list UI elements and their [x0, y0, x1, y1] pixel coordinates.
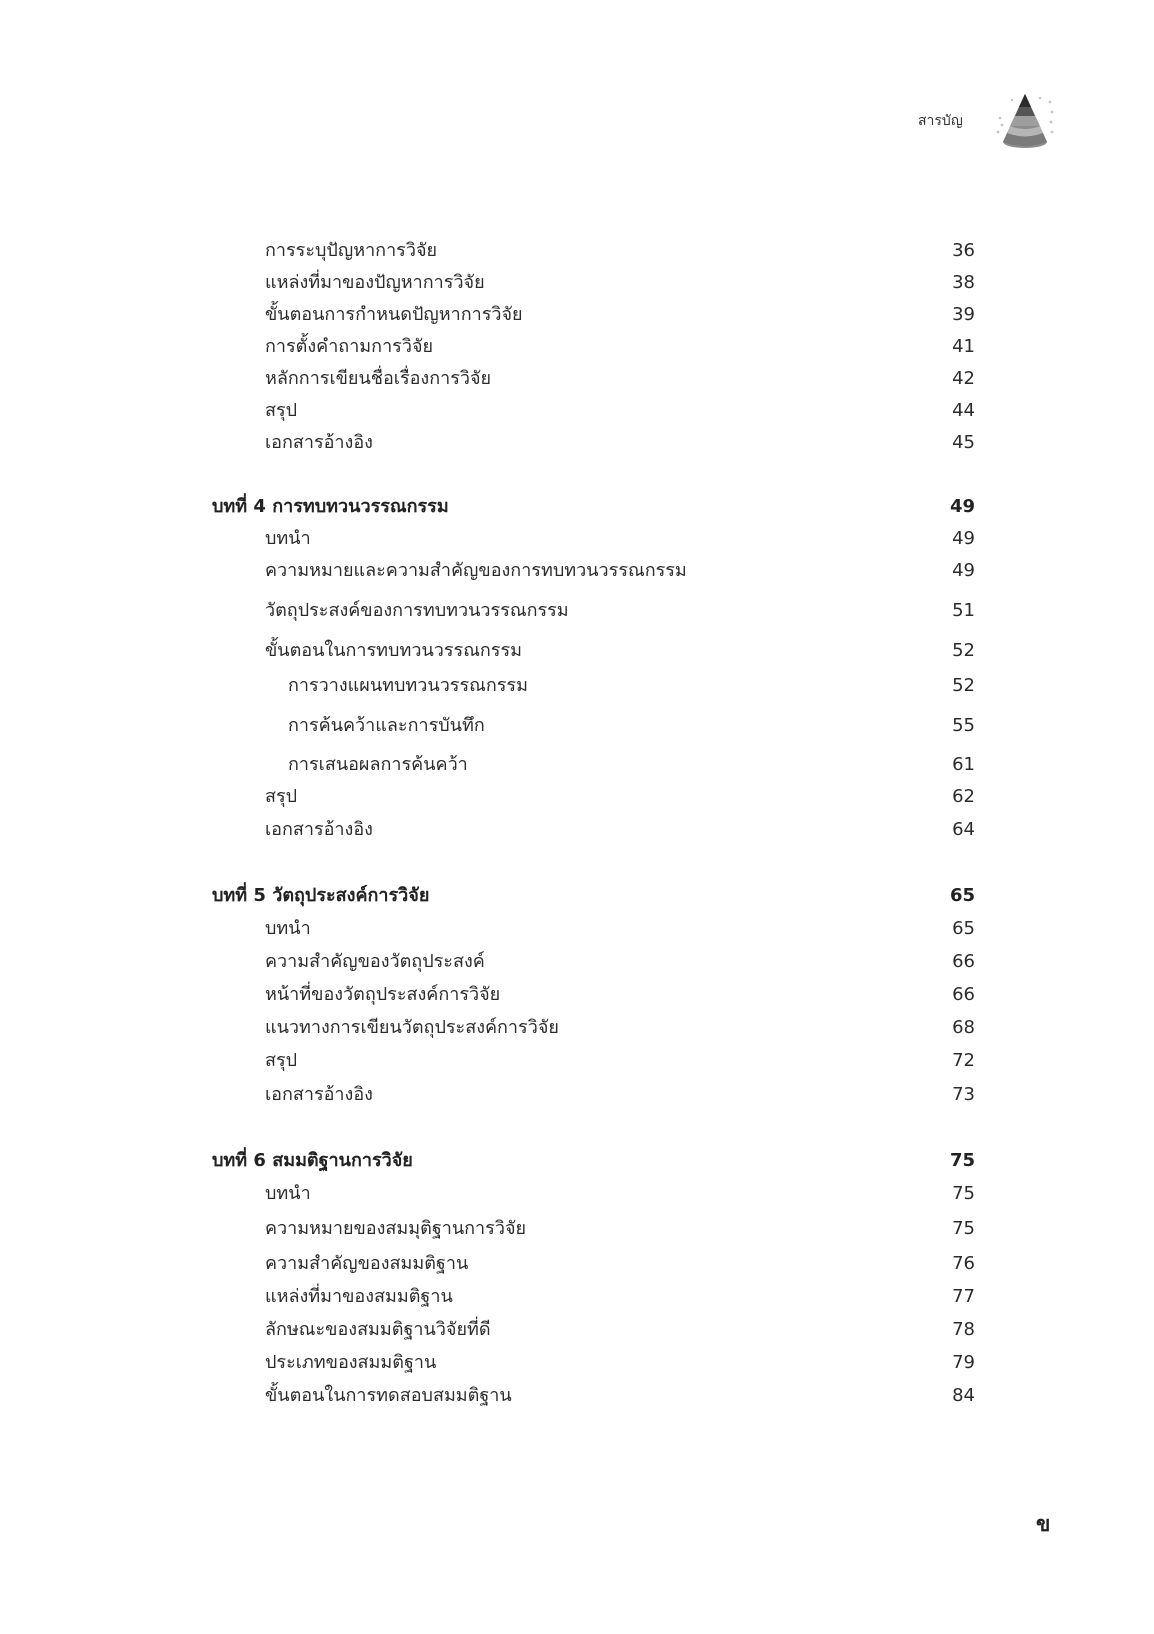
toc-entry-title: ขั้นตอนในการทบทวนวรรณกรรม — [265, 640, 522, 661]
toc-entry[interactable] — [0, 1348, 975, 1378]
toc-page-number: 75 — [949, 1150, 975, 1171]
toc-entry[interactable] — [0, 1214, 975, 1244]
toc-entry-title: ขั้นตอนในการทดสอบสมมติฐาน — [265, 1385, 512, 1406]
toc-entry-title: บทนำ — [265, 1183, 311, 1204]
toc-page-number: 66 — [952, 951, 975, 972]
toc-page-number: 65 — [949, 885, 975, 906]
toc-entry-title: เอกสารอ้างอิง — [265, 819, 373, 840]
toc-entry[interactable] — [0, 428, 975, 458]
toc-page-number: 42 — [952, 368, 975, 389]
toc-entry-title: แนวทางการเขียนวัตถุประสงค์การวิจัย — [265, 1017, 559, 1038]
toc-page-number: 79 — [952, 1352, 975, 1373]
page-number-marker: ข — [1036, 1512, 1051, 1536]
toc-page-number: 62 — [952, 786, 975, 807]
toc-entry[interactable] — [0, 1179, 975, 1209]
toc-entry[interactable] — [0, 332, 975, 362]
toc-entry[interactable] — [0, 1013, 975, 1043]
toc-page-number: 38 — [952, 272, 975, 293]
toc-page-number: 75 — [952, 1218, 975, 1239]
toc-page-number: 51 — [952, 600, 975, 621]
toc-entry-title: หน้าที่ของวัตถุประสงค์การวิจัย — [265, 984, 501, 1005]
stacked-cone-logo-icon — [994, 92, 1056, 152]
toc-entry-title: ความหมายและความสำคัญของการทบทวนวรรณกรรม — [265, 560, 687, 581]
toc-entry[interactable] — [0, 980, 975, 1010]
toc-entry-title: ความสำคัญของสมมติฐาน — [265, 1253, 469, 1274]
toc-chapter-title: บทที่ 6 สมมติฐานการวิจัย — [212, 1150, 413, 1171]
toc-entry[interactable] — [0, 1249, 975, 1279]
toc-entry[interactable] — [0, 1315, 975, 1345]
toc-entry[interactable] — [0, 1046, 975, 1076]
toc-chapter-heading[interactable] — [0, 492, 975, 522]
toc-page-number: 65 — [952, 918, 975, 939]
toc-entry[interactable] — [0, 782, 975, 812]
toc-entry-title: ความสำคัญของวัตถุประสงค์ — [265, 951, 485, 972]
toc-entry-title: การระบุปัญหาการวิจัย — [265, 240, 438, 261]
toc-chapter-heading[interactable] — [0, 881, 975, 911]
toc-entry-title: การค้นคว้าและการบันทึก — [288, 715, 485, 736]
toc-page-number: 55 — [952, 715, 975, 736]
toc-subentry[interactable] — [0, 750, 975, 780]
toc-entry-title: สรุป — [265, 1050, 298, 1071]
toc-entry[interactable] — [0, 1381, 975, 1411]
toc-entry-title: เอกสารอ้างอิง — [265, 432, 373, 453]
toc-entry-title: หลักการเขียนชื่อเรื่องการวิจัย — [265, 368, 492, 389]
toc-entry-title: วัตถุประสงค์ของการทบทวนวรรณกรรม — [265, 600, 569, 621]
toc-entry[interactable] — [0, 815, 975, 845]
toc-entry[interactable] — [0, 914, 975, 944]
toc-page-number: 49 — [952, 560, 975, 581]
toc-entry-title: สรุป — [265, 786, 298, 807]
toc-entry[interactable] — [0, 300, 975, 330]
toc-page-number: 72 — [952, 1050, 975, 1071]
toc-entry[interactable] — [0, 1080, 975, 1110]
toc-entry-title: บทนำ — [265, 918, 311, 939]
toc-entry[interactable] — [0, 236, 975, 266]
toc-page-number: 64 — [952, 819, 975, 840]
toc-entry[interactable] — [0, 1282, 975, 1312]
toc-chapter-title: บทที่ 4 การทบทวนวรรณกรรม — [212, 496, 449, 517]
toc-page-number: 45 — [952, 432, 975, 453]
toc-entry-title: แหล่งที่มาของสมมติฐาน — [265, 1286, 453, 1307]
toc-page-number: 39 — [952, 304, 975, 325]
toc-entry[interactable] — [0, 524, 975, 554]
toc-entry-title: การตั้งคำถามการวิจัย — [265, 336, 434, 357]
toc-entry-title: ลักษณะของสมมติฐานวิจัยที่ดี — [265, 1319, 491, 1340]
toc-entry-title: แหล่งที่มาของปัญหาการวิจัย — [265, 272, 485, 293]
toc-page-number: 76 — [952, 1253, 975, 1274]
toc-page-number: 49 — [949, 496, 975, 517]
toc-page-number: 49 — [952, 528, 975, 549]
toc-entry-title: ความหมายของสมมุติฐานการวิจัย — [265, 1218, 527, 1239]
toc-page-number: 66 — [952, 984, 975, 1005]
toc-page-number: 52 — [952, 640, 975, 661]
toc-entry[interactable] — [0, 636, 975, 666]
toc-page-number: 78 — [952, 1319, 975, 1340]
toc-entry-title: เอกสารอ้างอิง — [265, 1084, 373, 1105]
toc-page-number: 36 — [952, 240, 975, 261]
toc-entry[interactable] — [0, 596, 975, 626]
toc-entry-title: การวางแผนทบทวนวรรณกรรม — [288, 675, 528, 696]
toc-page-number: 75 — [952, 1183, 975, 1204]
toc-page-number: 84 — [952, 1385, 975, 1406]
toc-entry[interactable] — [0, 364, 975, 394]
toc-entry[interactable] — [0, 396, 975, 426]
toc-page-number: 61 — [952, 754, 975, 775]
toc-chapter-title: บทที่ 5 วัตถุประสงค์การวิจัย — [212, 885, 430, 906]
toc-entry-title: การเสนอผลการค้นคว้า — [288, 754, 468, 775]
toc-chapter-heading[interactable] — [0, 1146, 975, 1176]
toc-entry[interactable] — [0, 268, 975, 298]
toc-page-number: 41 — [952, 336, 975, 357]
toc-entry-title: ขั้นตอนการกำหนดปัญหาการวิจัย — [265, 304, 523, 325]
toc-entry[interactable] — [0, 556, 975, 586]
toc-entry-title: สรุป — [265, 400, 298, 421]
section-title: สารบัญ — [918, 113, 963, 129]
toc-page-number: 77 — [952, 1286, 975, 1307]
toc-subentry[interactable] — [0, 711, 975, 741]
toc-page-number: 52 — [952, 675, 975, 696]
toc-entry-title: บทนำ — [265, 528, 311, 549]
toc-page-number: 68 — [952, 1017, 975, 1038]
toc-page-number: 73 — [952, 1084, 975, 1105]
toc-subentry[interactable] — [0, 671, 975, 701]
toc-entry-title: ประเภทของสมมติฐาน — [265, 1352, 437, 1373]
toc-page-number: 44 — [952, 400, 975, 421]
toc-entry[interactable] — [0, 947, 975, 977]
